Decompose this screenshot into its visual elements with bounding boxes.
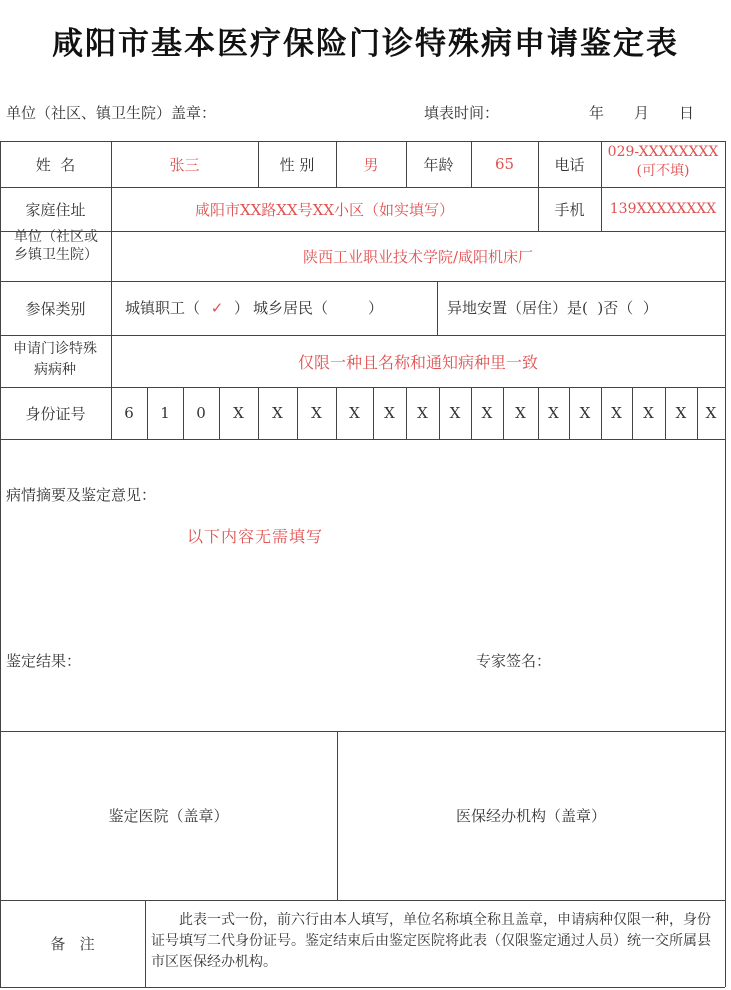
- phone-number: 029-XXXXXXXX: [607, 144, 719, 160]
- age-label: 年龄: [423, 155, 454, 174]
- rule-bottom: [0, 987, 725, 988]
- id-digit[interactable]: X: [449, 404, 461, 422]
- mobile-label: 手机: [554, 200, 585, 219]
- rule: [437, 281, 438, 335]
- id-digit[interactable]: 1: [160, 404, 170, 422]
- resident-option[interactable]: 城乡居民（: [253, 299, 329, 317]
- id-digit[interactable]: X: [548, 404, 559, 422]
- phone-note: (可不填): [636, 163, 690, 179]
- id-digit[interactable]: X: [579, 404, 591, 422]
- id-digit[interactable]: X: [384, 404, 395, 422]
- summary-label: 病情摘要及鉴定意见：: [6, 486, 157, 504]
- mobile-value[interactable]: 139XXXXXXXX: [609, 201, 717, 217]
- summary-note: 以下内容无需填写: [187, 527, 324, 546]
- insurance-type-options: [125, 297, 383, 318]
- id-digit[interactable]: X: [643, 404, 654, 422]
- fill-date-label: 填表时间：: [424, 104, 500, 122]
- id-digit[interactable]: X: [272, 404, 283, 422]
- phone-value[interactable]: [601, 143, 725, 187]
- unit-stamp-label: 单位（社区、镇卫生院）盖章：: [6, 104, 217, 122]
- age-value[interactable]: 65: [494, 155, 515, 173]
- insurance-type-label: 参保类别: [25, 299, 86, 318]
- id-digit[interactable]: 0: [196, 404, 206, 422]
- gender-value[interactable]: 男: [363, 155, 379, 174]
- name-value[interactable]: 张三: [169, 155, 200, 174]
- year-label: 年: [589, 104, 605, 122]
- disease-label: 申请门诊特殊病病种: [13, 341, 97, 378]
- resident-close: ）: [368, 299, 384, 317]
- id-digit[interactable]: X: [417, 404, 428, 422]
- id-digit[interactable]: X: [311, 404, 322, 422]
- id-digit[interactable]: X: [705, 404, 717, 422]
- check-mark-icon: ✓: [210, 299, 224, 317]
- id-digit[interactable]: X: [481, 404, 493, 422]
- rule-right: [725, 141, 726, 987]
- hospital-stamp-label: 鉴定医院（盖章）: [108, 807, 229, 825]
- agency-stamp-label: 医保经办机构（盖章）: [455, 807, 606, 825]
- month-label: 月: [634, 104, 650, 122]
- remarks-label: 备 注: [50, 935, 95, 953]
- unit-label: 单位（社区或乡镇卫生院）: [14, 229, 98, 263]
- unit-value[interactable]: 陕西工业职业技术学院/咸阳机床厂: [302, 247, 534, 266]
- rule: [0, 439, 725, 440]
- id-digit[interactable]: 6: [124, 404, 134, 422]
- address-label: 家庭住址: [25, 200, 86, 219]
- page-title: 咸阳市基本医疗保险门诊特殊病申请鉴定表: [52, 26, 679, 62]
- id-digit[interactable]: X: [233, 404, 244, 422]
- urban-worker-close: ）: [234, 299, 250, 317]
- phone-label: 电话: [554, 155, 585, 174]
- rule: [145, 900, 146, 987]
- name-label: 姓 名: [35, 155, 76, 174]
- result-label: 鉴定结果：: [6, 652, 82, 670]
- disease-value[interactable]: 仅限一种且名称和通知病种里一致: [297, 352, 538, 372]
- id-digit[interactable]: X: [675, 404, 687, 422]
- id-digit[interactable]: X: [611, 404, 622, 422]
- id-digit[interactable]: X: [349, 404, 360, 422]
- relocation-option[interactable]: 异地安置（居住）是( )否（ ）: [447, 299, 658, 317]
- urban-worker-option[interactable]: 城镇职工（: [125, 299, 201, 317]
- remarks-text: 此表一式一份，前六行由本人填写，单位名称填全称且盖章，申请病种仅限一种，身份证号填写二代身份证号。鉴定结束后由鉴定医院将此表（仅限鉴定通过人员）统一交所属县市区医保经办机构。: [151, 912, 711, 970]
- expert-signature-label: 专家签名：: [476, 652, 552, 670]
- gender-label: 性 别: [279, 155, 315, 174]
- id-label: 身份证号: [25, 404, 86, 423]
- id-digit[interactable]: X: [515, 404, 526, 422]
- day-label: 日: [679, 104, 695, 122]
- address-value[interactable]: 咸阳市XX路XX号XX小区（如实填写）: [194, 200, 455, 219]
